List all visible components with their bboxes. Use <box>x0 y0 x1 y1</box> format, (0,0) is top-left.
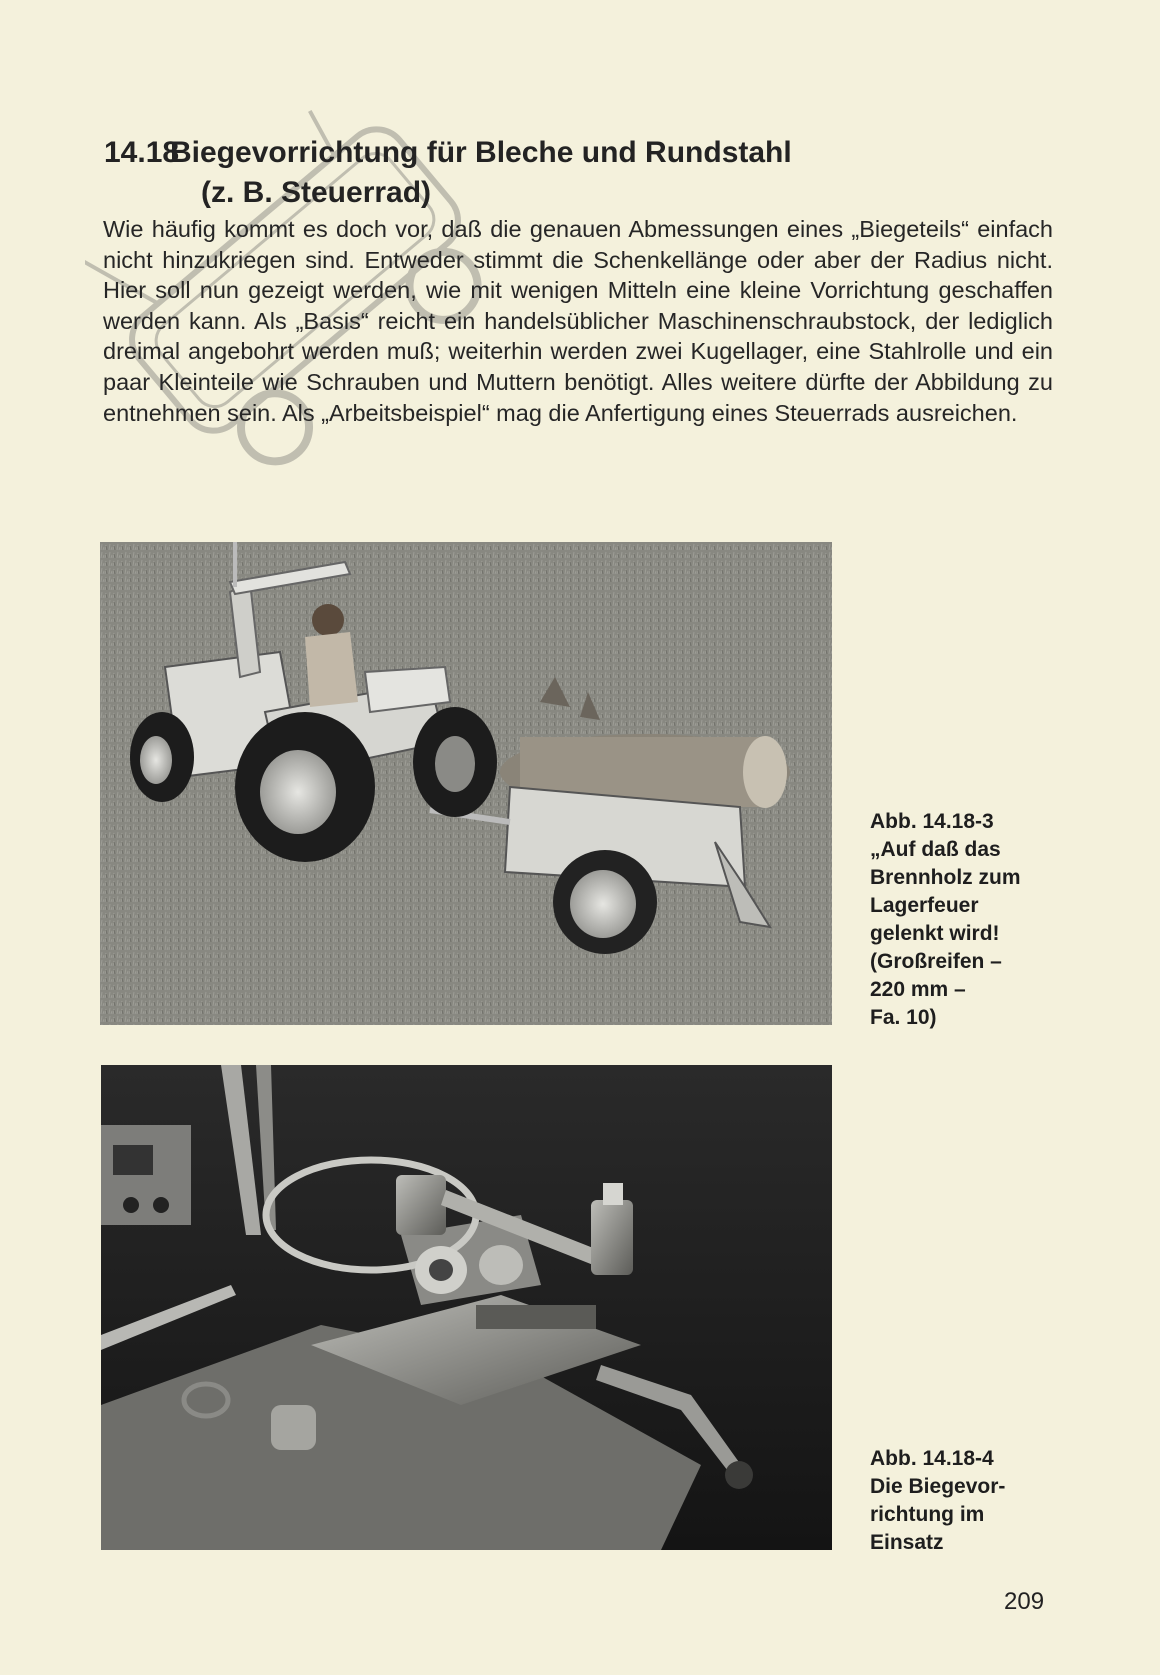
caption-line: (Großreifen – <box>870 950 1002 973</box>
section-title-line2: (z. B. Steuerrad) <box>201 176 432 209</box>
caption-line: Einsatz <box>870 1531 944 1554</box>
caption-line: Die Biegevor- <box>870 1475 1006 1498</box>
figure-caption-1 <box>870 808 1050 1032</box>
caption-line: Fa. 10) <box>870 1006 937 1029</box>
section-title-line1: Biegevorrichtung für Bleche und Rundstahl <box>170 136 792 169</box>
caption-line: 220 mm – <box>870 978 966 1001</box>
caption-line: Abb. 14.18-4 <box>870 1447 994 1470</box>
caption-line: richtung im <box>870 1503 985 1526</box>
tractor-trailer-photo <box>100 542 832 1025</box>
figure-caption-2 <box>870 1445 1050 1557</box>
caption-line: Abb. 14.18-3 <box>870 810 994 833</box>
section-heading <box>104 133 1004 213</box>
caption-line: Brennholz zum <box>870 866 1021 889</box>
page-number: 209 <box>1004 1588 1045 1615</box>
intro-paragraph: Wie häufig kommt es doch vor, daß die genauen Abmessungen eines „Biegeteils“ einfach nicht hinzukriegen sind. Entweder stimmt die Schenkellänge oder aber der Radius nicht. Hier soll nun gezeigt werden, wie mit wenigen Mitteln eine kleine Vorrichtung geschaffen werden kann. Als „Basis“ reicht ein handelsüblicher Maschinenschraubstock, der lediglich dreimal angebohrt werden muß; weiterhin werden zwei Kugellager, eine Stahlrolle und ein paar Kleinteile wie Schrauben und Muttern benötigt. Alles weitere dürfte der Abbildung zu entnehmen sein. Als „Arbeitsbeispiel“ mag die Anfertigung eines Steuerrads ausreichen. <box>103 216 1053 426</box>
caption-line: Lagerfeuer <box>870 894 979 917</box>
bending-device-photo <box>101 1065 832 1550</box>
caption-line: „Auf daß das <box>870 838 1001 861</box>
caption-line: gelenkt wird! <box>870 922 1000 945</box>
section-number: 14.18 <box>104 136 180 169</box>
